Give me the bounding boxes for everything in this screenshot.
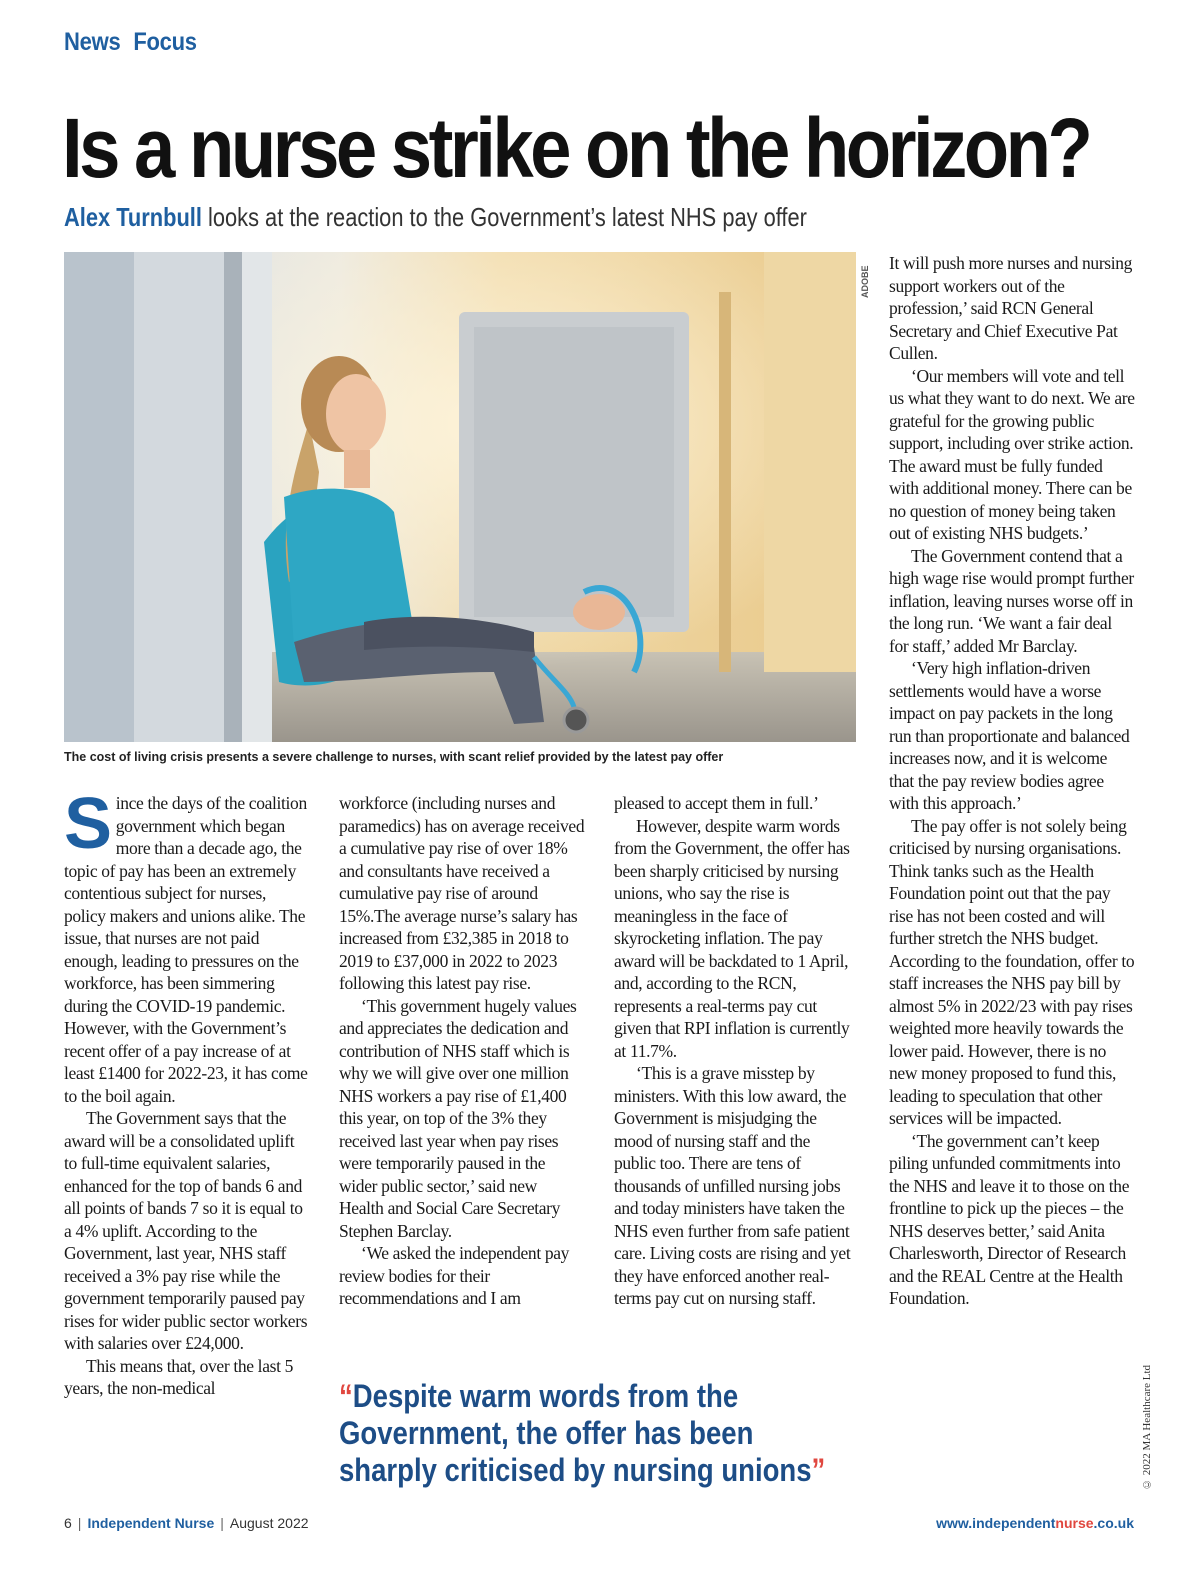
article-column-2 (339, 792, 585, 1310)
photo-credit: ADOBE (860, 265, 870, 298)
close-quote-mark: ” (811, 1452, 826, 1488)
paragraph: However, despite warm words from the Government, the offer has been sharply criticised by nursing unions, who say the rise is meaningless in the face of skyrocketing inflation. The pay award will be backdated to 1 April, and, according to the RCN, represents a real-terms pay cut given that RPI inflation is currently at 11.7%. (614, 815, 850, 1061)
section-label (64, 28, 197, 57)
paragraph: The pay offer is not solely being criticised by nursing organisations. Think tanks such as the Health Foundation point out that the pay rise has not been costed and will further stretch the NHS budget. According to the foundation, offer to staff increases the NHS pay bill by almost 5% in 2022/23 with pay rises weighted more heavily towards the lower paid. However, there is no new money proposed to fund this, leading to speculation that other services will be impacted. (889, 815, 1135, 1128)
section-name: News (64, 28, 121, 56)
url-part: .co.uk (1093, 1515, 1134, 1531)
author-name: Alex Turnbull (64, 202, 202, 232)
open-quote-mark: “ (339, 1378, 353, 1414)
url-highlight: nurse (1055, 1515, 1094, 1531)
paragraph: ‘This government hugely values and appreciates the dedication and contribution of NHS staff which is why we will give over one million NHS workers a pay rise of £1,400 this year, on top of the 3% they received last year when pay rises were temporarily paused in the wider public sector,’ said new Health and Social Care Secretary Stephen Barclay. (339, 995, 577, 1241)
standfirst-text: looks at the reaction to the Government’s latest NHS pay offer (208, 202, 807, 232)
paragraph: ‘Our members will vote and tell us what they want to do next. We are grateful for the growing public support, including over strike action. The award must be fully funded with additional money. There can be no question of money being taken out of existing NHS budgets.’ (889, 365, 1135, 543)
url-part: www.independent (936, 1515, 1056, 1531)
paragraph: This means that, over the last 5 years, the non-medical (64, 1355, 294, 1398)
paragraph: The Government says that the award will be a consolidated uplift to full-time equivalent salaries, enhanced for the top of bands 6 and all points of bands 7 so it is equal to a 4% uplift. According to the Government, last year, NHS staff received a 3% pay rise while the government temporarily paused pay rises for wider public sector workers with salaries over £24,000. (64, 1108, 308, 1353)
paragraph: The Government contend that a high wage rise would prompt further inflation, leaving nurses worse off in the long run. ‘We want a fair deal for staff,’ added Mr Barclay. (889, 545, 1134, 656)
copyright-notice: © 2022 MA Healthcare Ltd (1141, 1364, 1153, 1490)
paragraph: It will push more nurses and nursing support workers out of the profession,’ said RCN General Secretary and Chief Executive Pat Cullen. (889, 253, 1133, 363)
article-column-3 (614, 792, 854, 1310)
paragraph: ‘We asked the independent pay review bodies for their recommendations and I am (339, 1243, 570, 1308)
article-column-4 (889, 252, 1135, 1310)
magazine-name-b: Nurse (174, 1515, 215, 1531)
nurse-photo (64, 252, 856, 742)
paragraph (64, 784, 308, 1107)
photo-caption: The cost of living crisis presents a severe challenge to nurses, with scant relief provided by the latest pay offer (64, 750, 724, 764)
paragraph: ‘This is a grave misstep by ministers. With this low award, the Government is misjudging the mood of nursing staff and the public too. There are tens of thousands of unfilled nursing jobs and today ministers have taken the NHS even further from safe patient care. Living costs are rising and yet they have enforced another real-terms pay cut on nursing staff. (614, 1063, 851, 1308)
footer-folio: 6 | Independent Nurse | August 2022 (64, 1515, 309, 1531)
headline: Is a nurse strike on the horizon? (62, 101, 1090, 195)
magazine-name-a: Independent (87, 1515, 171, 1531)
article-column-1 (64, 784, 308, 1400)
paragraph: ‘The government can’t keep piling unfunded commitments into the NHS and leave it to those on the frontline to pick up the pieces – the NHS deserves better,’ said Anita Charlesworth, Director of Research and the REAL Centre at the Health Foundation. (889, 1130, 1130, 1308)
paragraph: workforce (including nurses and paramedics) has on average received a cumulative pay rise of over 18% and consultants have received a cumulative pay rise of around 15%.The average nurse’s salary has increased from £32,385 in 2018 to 2019 to £37,000 in 2022 to 2023 following this latest pay rise. (339, 793, 585, 993)
paragraph-text: ince the days of the coalition government which began more than a decade ago, the topic of pay has been an extremely contentious subject for nurses, policy makers and unions alike. The issue, that nurses are not paid enough, leading to pressures on the workforce, has been simmering during the COVID-19 pandemic. However, with the Government’s recent offer of a pay increase of at least £1400 for 2022-23, it has come to the boil again. (64, 793, 308, 1106)
issue-date: August 2022 (229, 1515, 309, 1531)
drop-cap: S (64, 784, 112, 864)
pull-quote-text: Despite warm words from the Government, the offer has been sharply criticised by nursing unions (339, 1378, 812, 1488)
standfirst (64, 200, 807, 234)
paragraph: pleased to accept them in full.’ (614, 793, 819, 813)
pull-quote (339, 1378, 829, 1489)
website-link[interactable] (936, 1515, 1134, 1531)
page-footer (64, 1515, 1134, 1535)
paragraph: ‘Very high inflation-driven settlements would have a worse impact on pay packets in the long run than proportionate and balanced increases now, and it is welcome that the pay review bodies agree with this approach.’ (889, 658, 1130, 813)
subsection-name: Focus (133, 28, 197, 56)
page-number: 6 (64, 1515, 72, 1531)
